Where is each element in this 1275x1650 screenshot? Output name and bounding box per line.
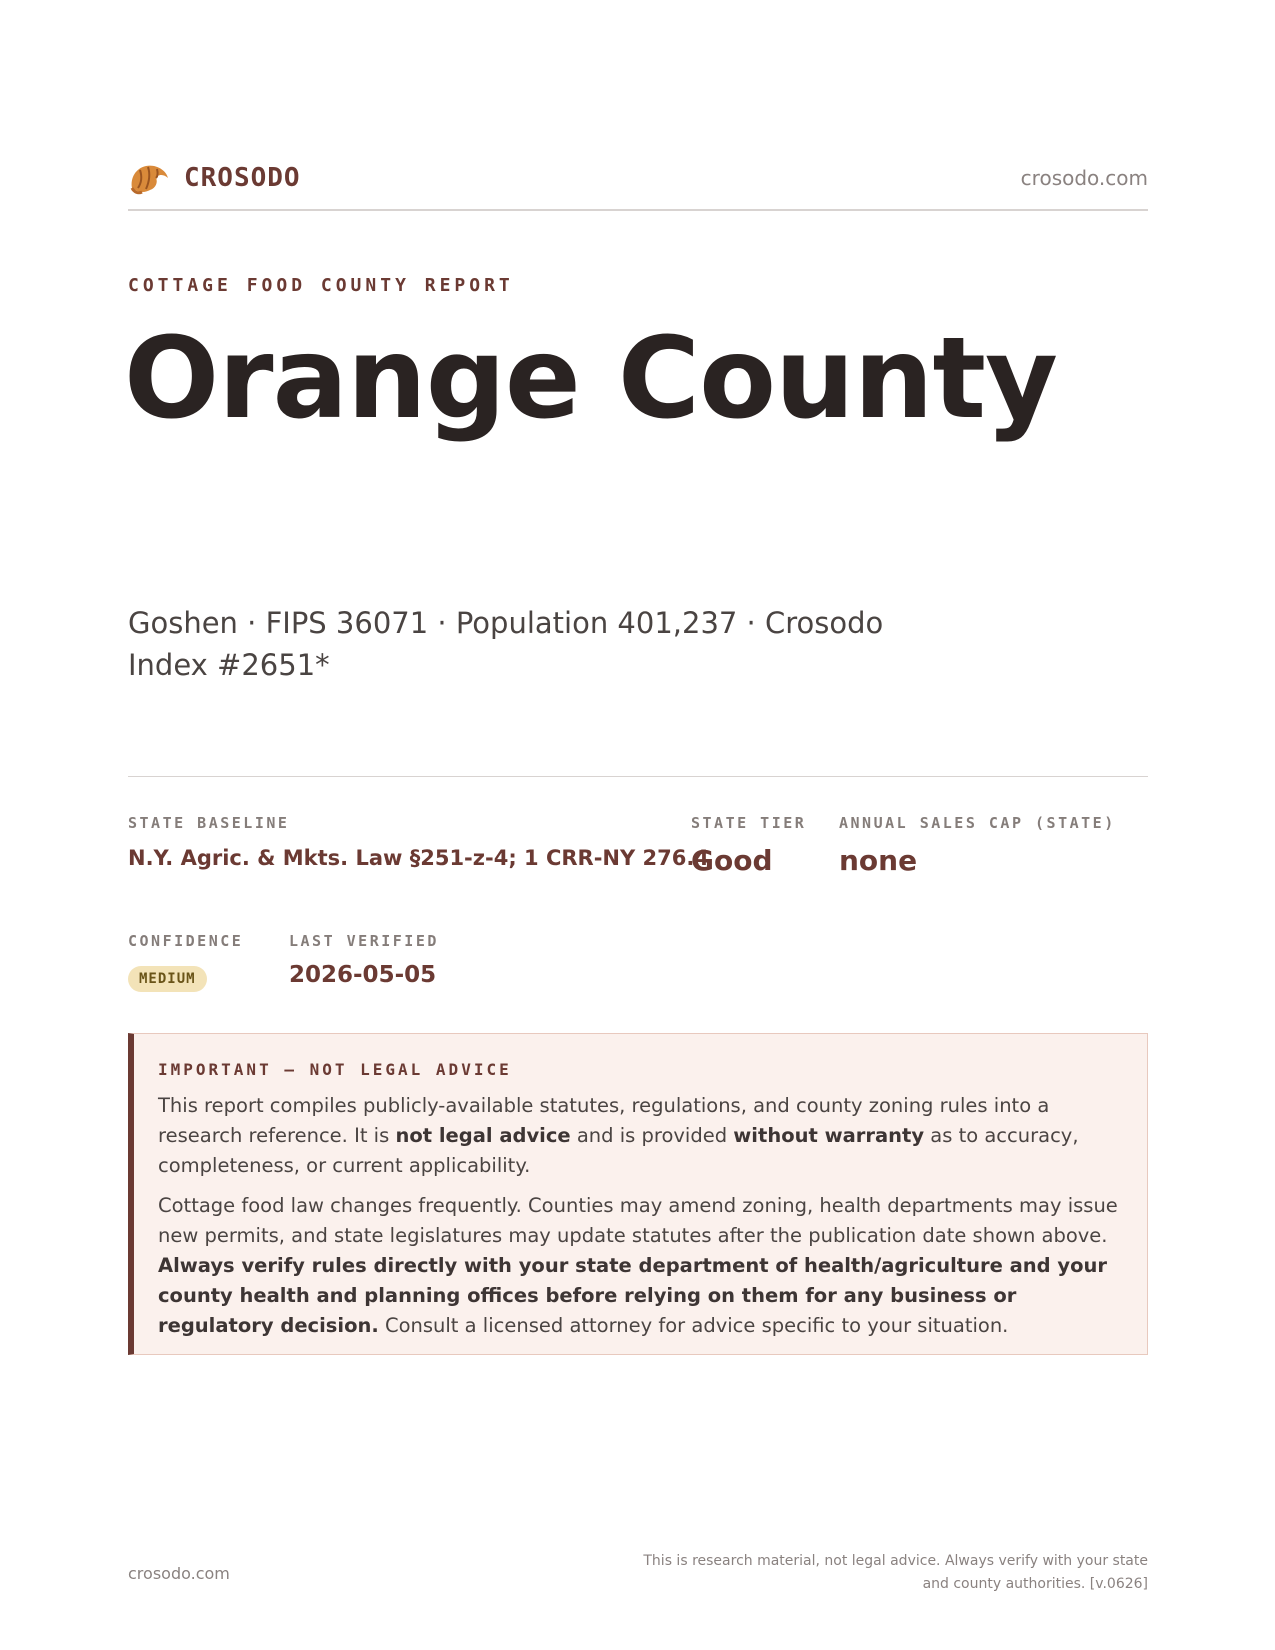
state-baseline-value: N.Y. Agric. & Mkts. Law §251-z-4; 1 CRR-NY 276.4 — [128, 846, 709, 870]
state-tier-label: STATE TIER — [691, 814, 807, 832]
header-divider — [128, 209, 1148, 211]
notice-text: This report compiles publicly-available statutes, regulations, and county zoning rules into a research reference. It is — [158, 1094, 1050, 1147]
footer-disclaimer-line-1: This is research material, not legal advice. Always verify with your state — [643, 1553, 1148, 1569]
state-tier-field — [691, 814, 806, 877]
legal-notice-box — [128, 1033, 1148, 1355]
notice-text: Consult a licensed attorney for advice specific to your situation. — [378, 1314, 1009, 1337]
notice-paragraph-1 — [158, 1091, 1123, 1181]
notice-heading: IMPORTANT — NOT LEGAL ADVICE — [158, 1060, 512, 1079]
notice-emphasis: without warranty — [733, 1124, 925, 1147]
page-header — [128, 158, 1148, 210]
report-page — [124, 0, 1148, 1650]
croissant-icon — [128, 158, 170, 198]
notice-text: as to accuracy, completeness, or current applicability. — [158, 1124, 1079, 1177]
report-eyebrow: COTTAGE FOOD COUNTY REPORT — [128, 275, 514, 296]
notice-emphasis: Always verify rules directly with your state department of health/agriculture and your county health and planning offices before relying on them for any business or regulatory decision. — [158, 1254, 1108, 1337]
state-tier-value: Good — [691, 844, 773, 877]
confidence-label: CONFIDENCE — [128, 932, 244, 950]
state-baseline-label: STATE BASELINE — [128, 814, 290, 832]
footer-disclaimer — [628, 1550, 1148, 1596]
footer-url-link[interactable]: crosodo.com — [128, 1564, 230, 1583]
confidence-badge: MEDIUM — [128, 966, 207, 992]
sales-cap-value: none — [839, 844, 918, 877]
page-title: Orange County — [124, 314, 1058, 444]
brand-name: CROSODO — [184, 163, 301, 193]
last-verified-field — [289, 932, 439, 988]
section-divider — [128, 776, 1148, 777]
last-verified-value: 2026-05-05 — [289, 962, 437, 988]
notice-paragraph-2 — [158, 1191, 1123, 1341]
report-subtitle: Goshen · FIPS 36071 · Population 401,237 · Crosodo Index #2651* — [128, 606, 884, 682]
sales-cap-label: ANNUAL SALES CAP (STATE) — [839, 814, 1116, 832]
state-baseline-field — [128, 814, 709, 870]
sales-cap-field — [839, 814, 1116, 877]
footer-disclaimer-line-2: and county authorities. [v.0626] — [922, 1576, 1148, 1592]
last-verified-label: LAST VERIFIED — [289, 932, 439, 950]
confidence-field — [128, 932, 243, 992]
notice-text: Cottage food law changes frequently. Counties may amend zoning, health departments may issue new permits, and state legislatures may update statutes after the publication date shown above. — [158, 1194, 1118, 1247]
brand[interactable] — [128, 158, 301, 198]
header-url-link[interactable]: crosodo.com — [1020, 166, 1148, 190]
notice-emphasis: not legal advice — [395, 1124, 571, 1147]
notice-text: and is provided — [570, 1124, 734, 1147]
